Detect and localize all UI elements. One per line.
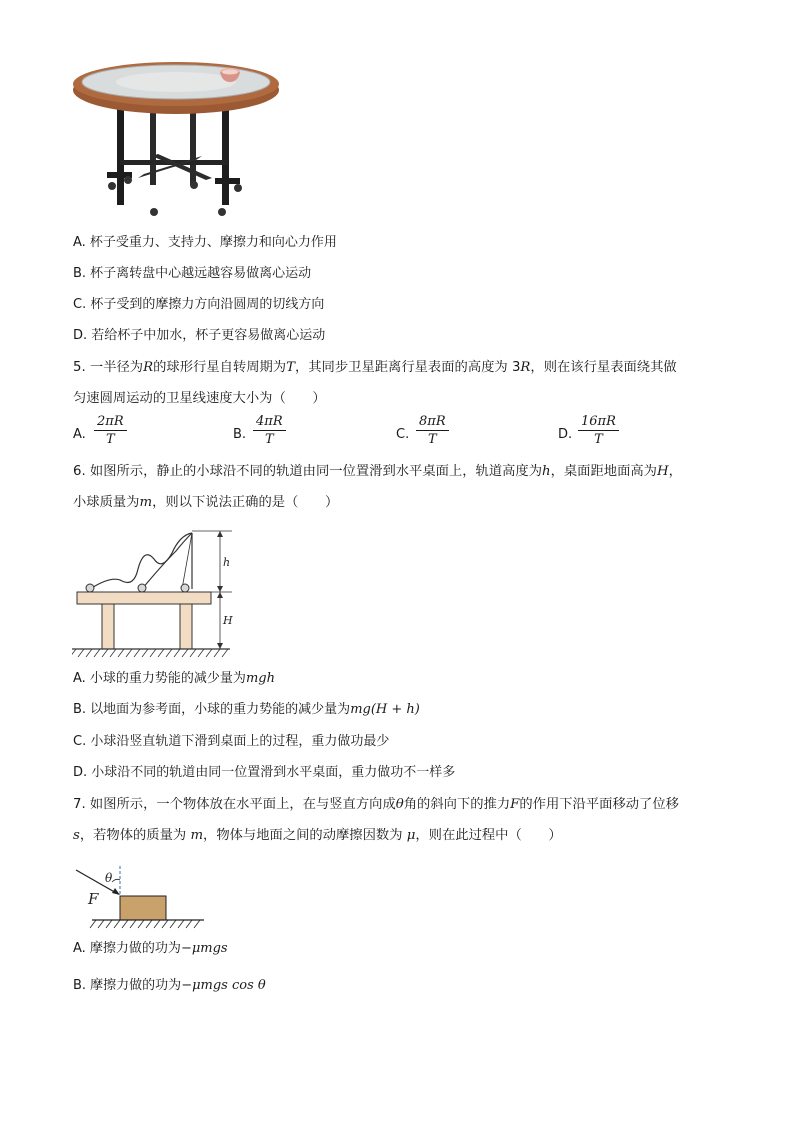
q4-option-c: C. 杯子受到的摩擦力方向沿圆周的切线方向 — [73, 297, 325, 312]
q5-option-c-label: C. — [396, 427, 410, 442]
q5-option-a-fraction: $\frac{2\pi R}{T}$ — [94, 414, 127, 447]
q7-stem-line2: s，若物体的质量为 m，物体与地面之间的动摩擦因数为 μ，则在此过程中（ ） — [73, 828, 562, 843]
figure-label-theta: θ — [105, 871, 113, 885]
tracks-on-table-figure — [72, 525, 242, 661]
figure-label-F: F — [88, 890, 99, 908]
q6-option-d: D. 小球沿不同的轨道由同一位置滑到水平桌面，重力做功不一样多 — [73, 765, 456, 780]
q4-option-a: A. 杯子受重力、支持力、摩擦力和向心力作用 — [73, 235, 337, 250]
q4-option-b: B. 杯子离转盘中心越远越容易做离心运动 — [73, 266, 312, 281]
q5-option-d-label: D. — [558, 427, 573, 442]
q6-option-c: C. 小球沿竖直轨道下滑到桌面上的过程，重力做功最少 — [73, 734, 390, 749]
q5-stem-line2: 匀速圆周运动的卫星线速度大小为（ ） — [73, 391, 326, 406]
q6-stem-line2: 小球质量为m，则以下说法正确的是（ ） — [73, 495, 339, 510]
rotating-table-figure — [72, 60, 284, 222]
q5-stem-line1: 5. 一半径为R的球形行星自转周期为T，其同步卫星距离行星表面的高度为 3R，则在该行星表面绕其做 — [73, 360, 677, 375]
q7-stem-line1: 7. 如图所示，一个物体放在水平面上，在与竖直方向成θ角的斜向下的推力F的作用下沿平面移动了位移 — [73, 797, 679, 812]
q7-option-b: B. 摩擦力做的功为−μmgs cos θ — [73, 978, 266, 993]
q5-option-d-fraction: $\frac{16\pi R}{T}$ — [578, 414, 619, 447]
q5-option-b-fraction: $\frac{4\pi R}{T}$ — [253, 414, 286, 447]
q5-option-b-label: B. — [233, 427, 247, 442]
figure-label-H: H — [223, 614, 233, 627]
figure-label-h: h — [223, 556, 231, 569]
force-on-block-figure — [72, 862, 212, 934]
q6-option-a: A. 小球的重力势能的减少量为mgh — [73, 671, 275, 686]
q6-stem-line1: 6. 如图所示，静止的小球沿不同的轨道由同一位置滑到水平桌面上，轨道高度为h，桌面距地面高为H， — [73, 464, 682, 479]
q5-option-c-fraction: $\frac{8\pi R}{T}$ — [416, 414, 449, 447]
q6-option-b: B. 以地面为参考面，小球的重力势能的减少量为mg(H + h) — [73, 702, 420, 717]
q5-option-a-label: A. — [73, 427, 86, 442]
q4-option-d: D. 若给杯子中加水，杯子更容易做离心运动 — [73, 328, 326, 343]
q7-option-a: A. 摩擦力做的功为−μmgs — [73, 941, 228, 956]
